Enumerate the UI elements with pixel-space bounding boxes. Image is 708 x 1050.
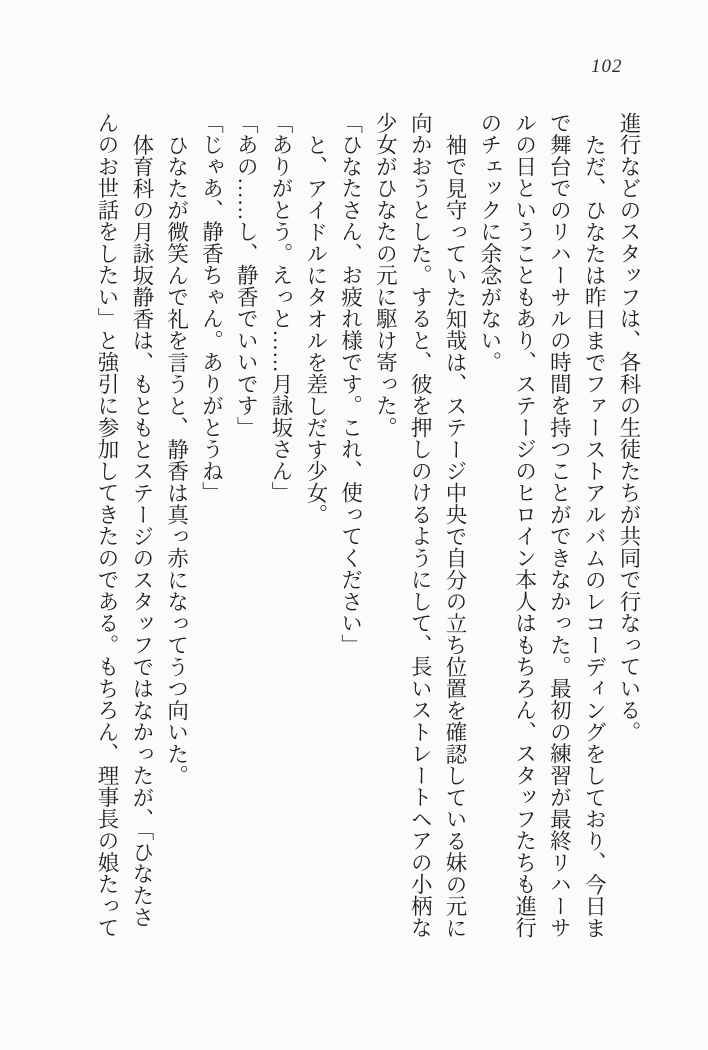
text-line: で舞台でのリハーサルの時間を持つことができなかった。最初の練習が最終リハーサ bbox=[547, 112, 572, 939]
page-number: 102 bbox=[591, 56, 623, 77]
text-line: 「じゃあ、静香ちゃん。ありがとうね」 bbox=[199, 112, 224, 504]
text-line: 進行などのスタッフは、各科の生徒たちが共同で行なっている。 bbox=[617, 112, 641, 743]
body-text bbox=[89, 112, 646, 948]
text-line: と、アイドルにタオルを差しだす少女。 bbox=[303, 133, 328, 525]
text-line: 「あの……し、静香でいいです」 bbox=[234, 112, 259, 439]
text-line: んのお世話をしたい」と強引に参加してきたのである。もちろん、理事長の娘たって bbox=[95, 112, 120, 939]
text-line: 向かおうとした。すると、彼を押しのけるようにして、長いストレートヘアの小柄な bbox=[408, 112, 433, 939]
text-line: のチェックに余念がない。 bbox=[477, 112, 502, 373]
text-line: ひなたが微笑んで礼を言うと、静香は真っ赤になってうつ向いた。 bbox=[164, 133, 189, 786]
text-line: 少女がひなたの元に駆け寄った。 bbox=[373, 112, 398, 439]
text-line: ただ、ひなたは昨日までファーストアルバムのレコーディングをしており、今日ま bbox=[582, 133, 607, 939]
text-line: 「ありがとう。えっと……月詠坂さん」 bbox=[269, 112, 294, 504]
text-line: 袖で見守っていた知哉は、ステージ中央で自分の立ち位置を確認している妹の元に bbox=[443, 133, 468, 939]
text-line: 体育科の月詠坂静香は、もともとステージのスタッフではなかったが、「ひなたさ bbox=[129, 133, 154, 928]
text-line: 「ひなたさん、お疲れ様です。これ、使ってください」 bbox=[338, 112, 363, 656]
text-line: ルの日ということもあり、ステージのヒロイン本人はもちろん、スタッフたちも進行 bbox=[512, 112, 537, 939]
